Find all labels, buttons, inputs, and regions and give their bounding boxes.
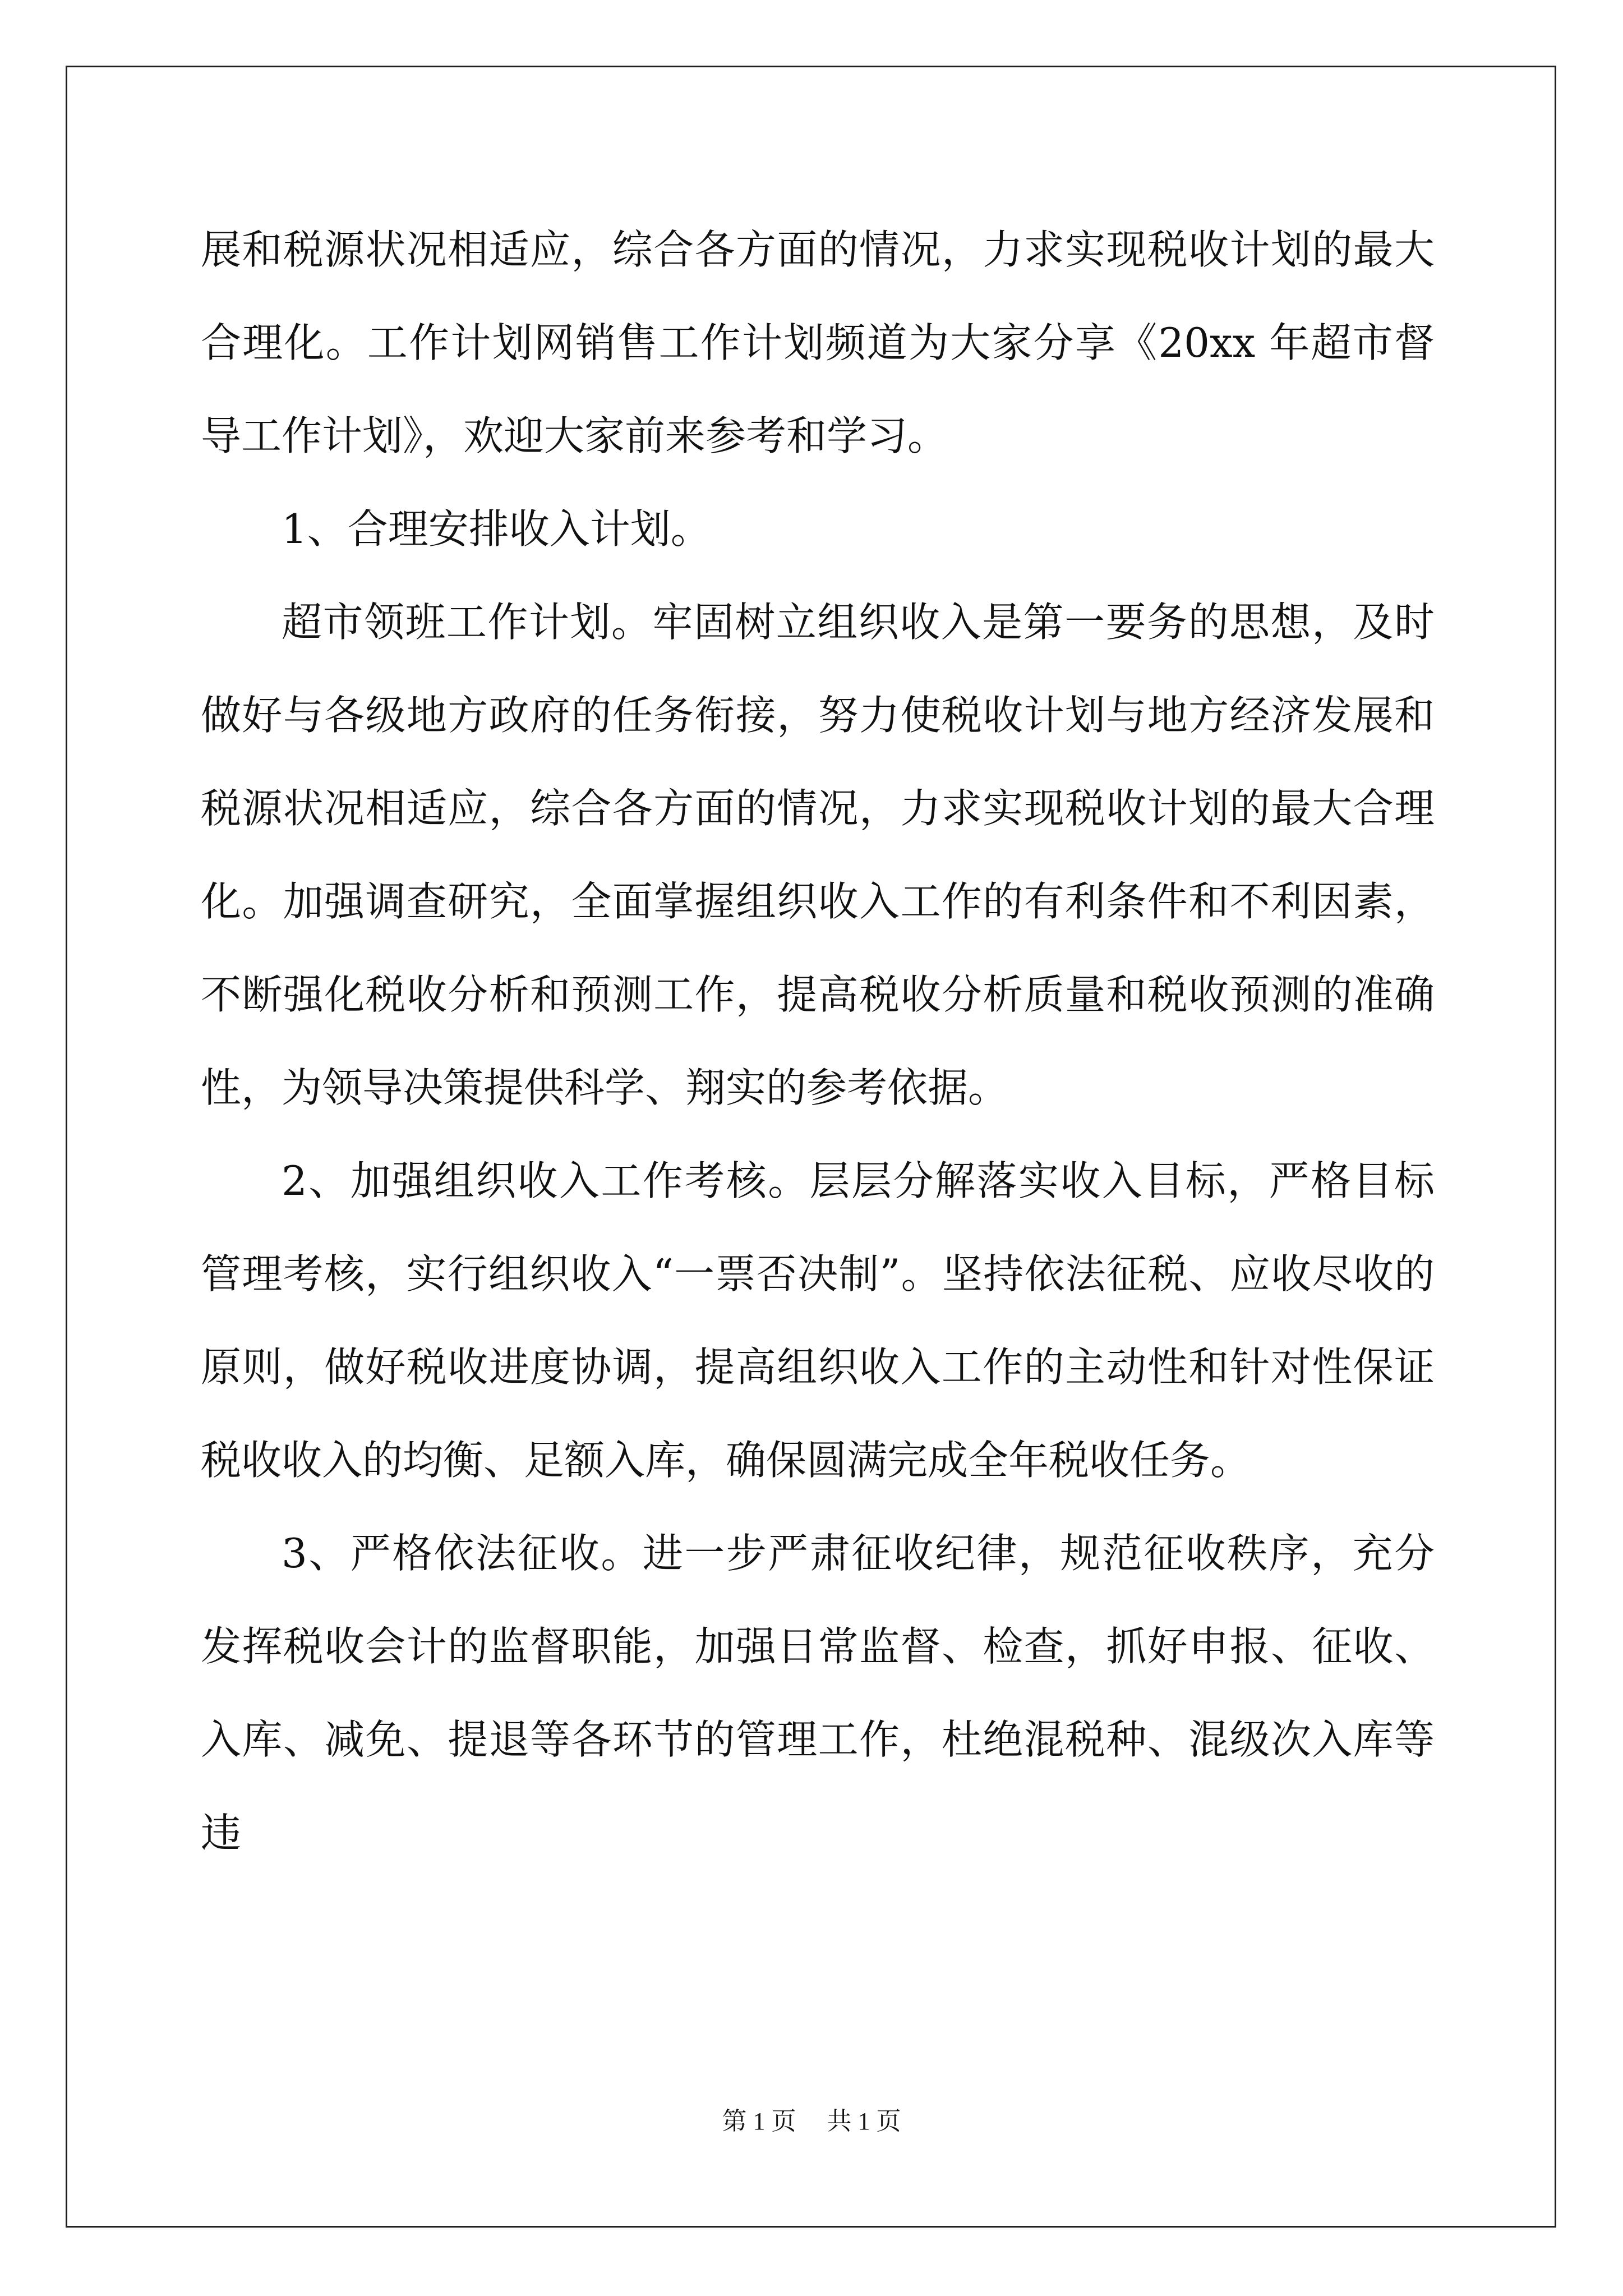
paragraph-item-2: 2、加强组织收入工作考核。层层分解落实收入目标，严格目标管理考核，实行组织收入“一票否决制”。坚持依法征税、应收尽收的原则，做好税收进度协调，提高组织收入工作的主动性和针对性保证税收收入的均衡、足额入库，确保圆满完成全年税收任务。 xyxy=(201,1157,1435,1484)
paragraph-item-3: 3、严格依法征收。进一步严肃征收纪律，规范征收秩序，充分发挥税收会计的监督职能，加强日常监督、检查，抓好申报、征收、入库、减免、提退等各环节的管理工作，杜绝混税种、混级次入库等违 xyxy=(201,1530,1435,1856)
document-body xyxy=(201,203,1435,1879)
paragraph-body-1: 超市领班工作计划。牢固树立组织收入是第一要务的思想，及时做好与各级地方政府的任务衔接，努力使税收计划与地方经济发展和税源状况相适应，综合各方面的情况，力求实现税收计划的最大合理化。加强调查研究，全面掌握组织收入工作的有利条件和不利因素，不断强化税收分析和预测工作，提高税收分析质量和税收预测的准确性，为领导决策提供科学、翔实的参考依据。 xyxy=(201,599,1435,1111)
paragraph-continuation: 展和税源状况相适应，综合各方面的情况，力求实现税收计划的最大合理化。工作计划网销售工作计划频道为大家分享《20xx 年超市督导工作计划》，欢迎大家前来参考和学习。 xyxy=(201,226,1435,459)
paragraph-heading-1: 1、合理安排收入计划。 xyxy=(282,505,711,553)
page-number: 第 1 页 共 1 页 xyxy=(722,2108,901,2135)
